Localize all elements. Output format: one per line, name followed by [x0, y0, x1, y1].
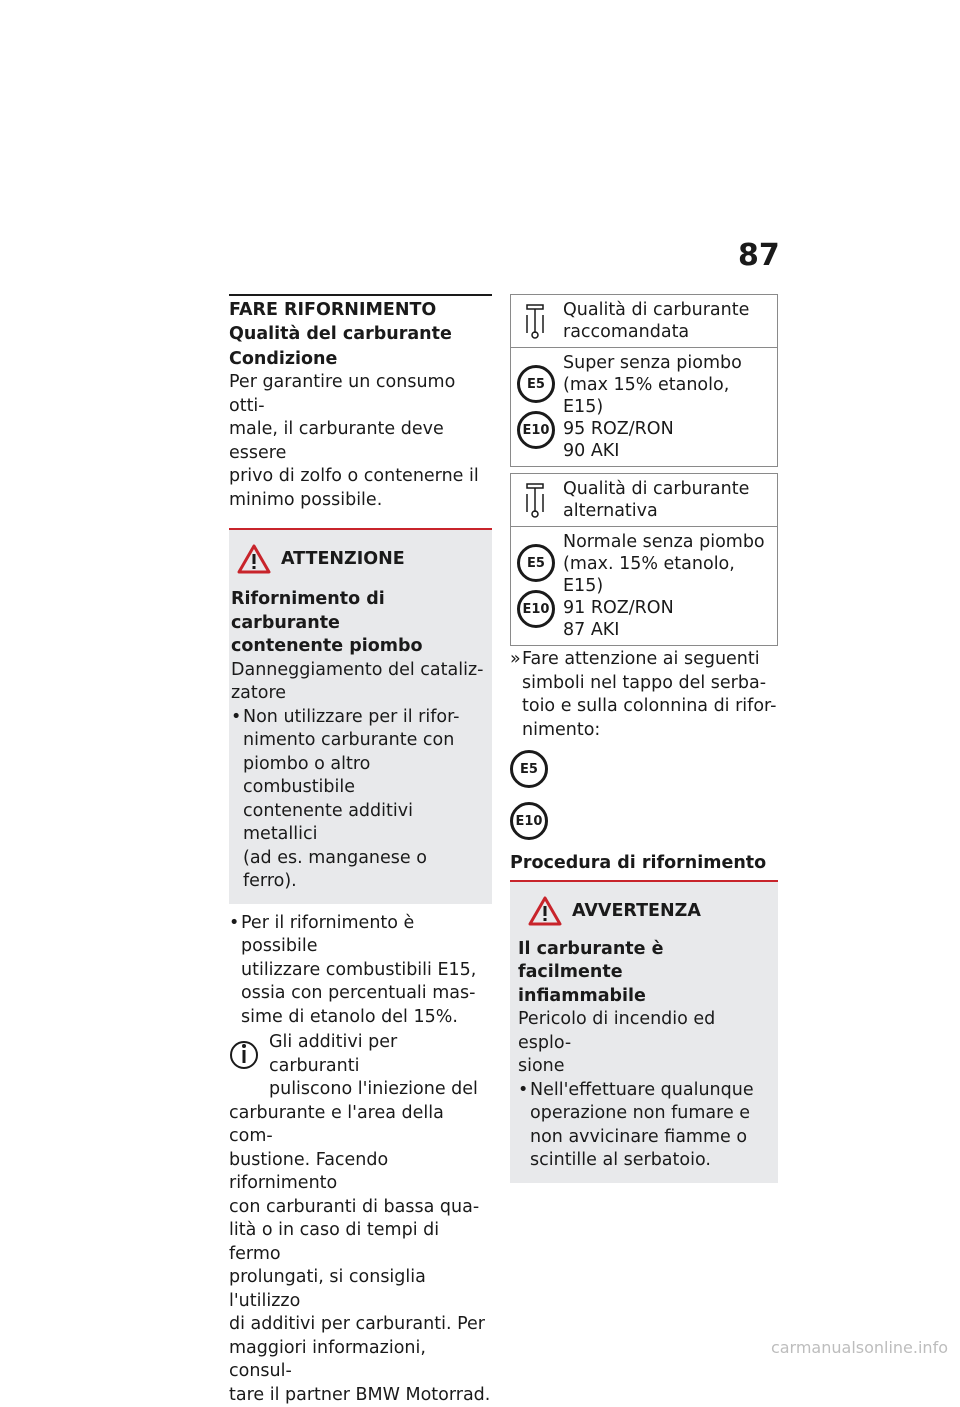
- fuel-table-alternative: [510, 473, 778, 646]
- section-title: FARE RIFORNIMENTO: [229, 300, 437, 320]
- e10-badge-icon: E10: [517, 411, 555, 449]
- procedure-title: Procedura di rifornimento: [510, 853, 767, 873]
- bullet-mark: •: [229, 912, 240, 933]
- fuel-table-recommended: [510, 294, 778, 467]
- warning-triangle-icon: [237, 544, 271, 574]
- watermark: carmanualsonline.info: [770, 1338, 948, 1357]
- warning-bullet: • Nell'effettuare qualunque operazione non fumare e non avvicinare fiamme o scintille al serbatoio.: [518, 1079, 754, 1170]
- warning-label: AVVERTENZA: [572, 900, 701, 921]
- e5-badge-icon: E5: [517, 544, 555, 582]
- e10-badge-icon: E10: [517, 590, 555, 628]
- warning-bullet: • Non utilizzare per il rifor- nimento carburante con piombo o altro combustibile contenente additivi metallici (ad es. manganese o ferro).: [231, 706, 460, 891]
- table-row: E5 E10 Normale senza piombo (max. 15% etanolo, E15) 91 ROZ/RON 87 AKI: [511, 527, 777, 645]
- e10-badge-icon: E10: [510, 802, 548, 840]
- left-column: [229, 294, 492, 1407]
- table-row: Qualità di carburante raccomandata: [511, 295, 777, 348]
- condition-paragraph: Per garantire un consumo otti- male, il carburante deve essere privo di zolfo o contenerne il minimo possibile.: [229, 372, 479, 510]
- table-row: E5 E10 Super senza piombo (max 15% etanolo, E15) 95 ROZ/RON 90 AKI: [511, 348, 777, 466]
- table-row: Qualità di carburante alternativa: [511, 474, 777, 527]
- info-icon: [229, 1035, 259, 1075]
- e5-badge-icon: E5: [517, 365, 555, 403]
- e15-bullet: • Per il rifornimento è possibile utilizzare combustibili E15, ossia con percentuali mas- sime di etanolo del 15%.: [229, 912, 477, 1027]
- bullet-mark: •: [518, 1079, 529, 1100]
- warning-label: ATTENZIONE: [281, 549, 405, 569]
- bullet-mark: •: [231, 706, 242, 727]
- fuel-grade-icon: [523, 301, 549, 341]
- fuel-pump-icon-cell: [511, 295, 561, 347]
- warning-text: Danneggiamento del cataliz- zatore: [231, 659, 484, 703]
- right-column: [510, 294, 778, 1183]
- warning-triangle-icon: [528, 896, 562, 926]
- e5-badge-icon: E5: [510, 750, 548, 788]
- warning-text: Pericolo di incendio ed esplo- sione: [518, 1009, 716, 1076]
- warning-box-attention: [229, 530, 492, 904]
- info-block: Gli additivi per carburanti puliscono l'iniezione del carburante e l'area della com- bustione. Facendo rifornimento con carburanti di bassa qua- lità o in caso di tempi di fermo prolungati, si consiglia l'utilizzo di additivi per carburanti. Per maggiori informazioni, consul- tare il partner BMW Motorrad.: [229, 1032, 491, 1405]
- page-number: 87: [738, 238, 780, 273]
- step-arrow-icon: »: [510, 649, 521, 669]
- warning-title: Il carburante è facilmente infiammabile: [518, 938, 664, 1006]
- warning-box-caution: [510, 882, 778, 1183]
- fuel-grade-icon: [523, 480, 549, 520]
- instruction-step: » Fare attenzione ai seguenti simboli nel tappo del serba- toio e sulla colonnina di rifor- nimento:: [510, 649, 777, 740]
- subheading-condition: Condizione: [229, 348, 338, 369]
- warning-title: Rifornimento di carburante contenente piombo: [231, 589, 423, 656]
- section-rule: [229, 294, 492, 296]
- subheading-quality: Qualità del carburante: [229, 324, 452, 344]
